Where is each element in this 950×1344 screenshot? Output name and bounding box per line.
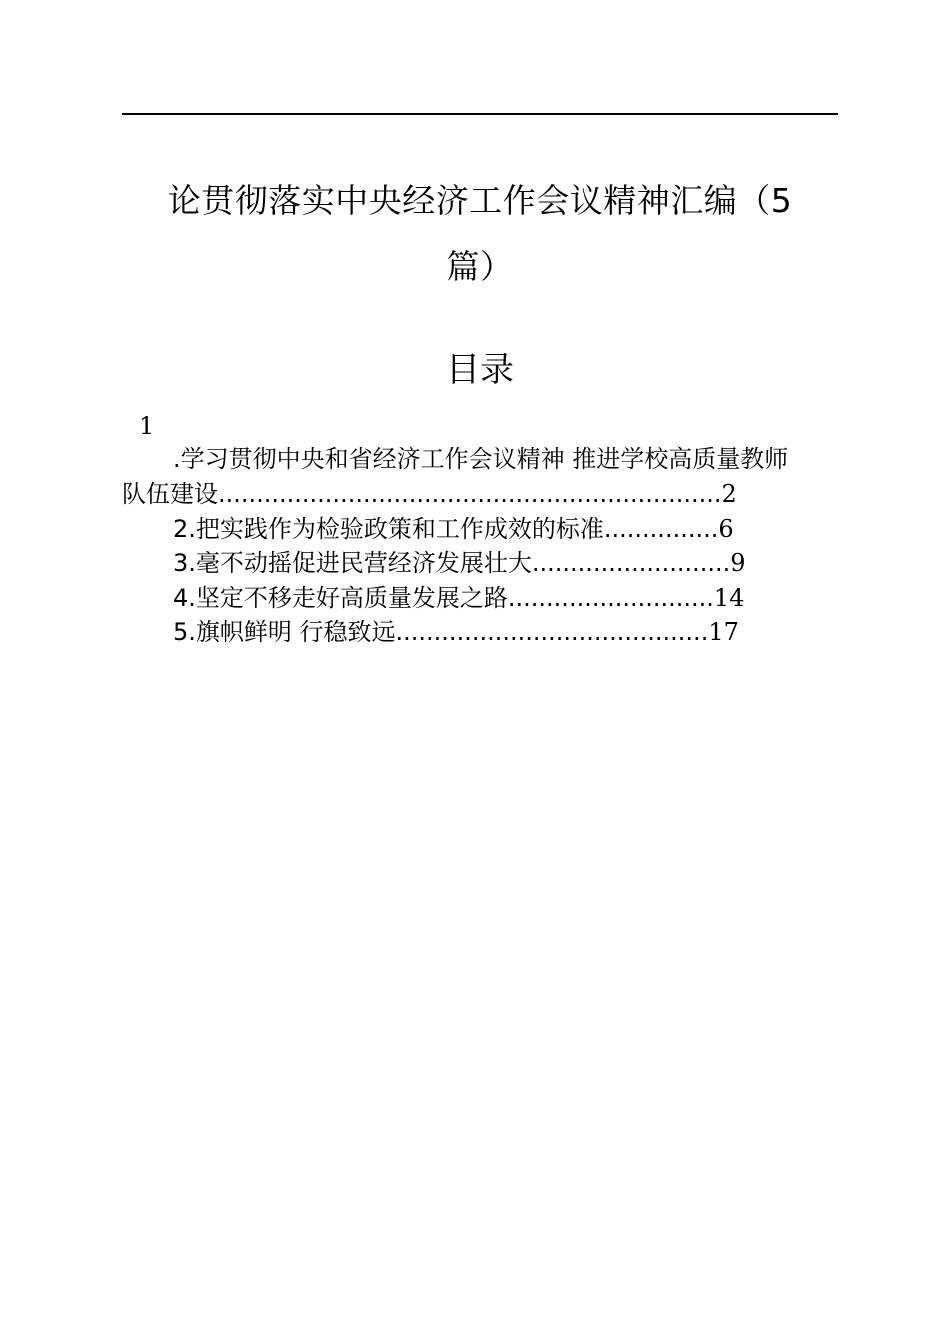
toc-entry-1-line-2[interactable] <box>122 477 737 512</box>
toc-page-number: 6 <box>718 515 734 543</box>
toc-heading: 目录 <box>446 350 514 390</box>
header-rule <box>122 113 838 115</box>
document-title <box>122 168 838 300</box>
toc-entry-2[interactable] <box>173 512 734 547</box>
title-line-2: 篇） <box>446 247 514 286</box>
toc-entry-1-title-continued: 队伍建设 <box>122 480 218 508</box>
toc-entry-1-line-1[interactable] <box>173 442 788 477</box>
toc-leader-dots: .......................... <box>531 549 731 577</box>
toc-leader-dots: ........................... <box>507 584 714 612</box>
toc-page-number: 9 <box>730 549 746 577</box>
toc-page-number: 14 <box>713 584 745 612</box>
toc-leader-dots: ............... <box>603 515 719 543</box>
title-line-1: 论贯彻落实中央经济工作会议精神汇编（5 <box>167 181 793 220</box>
toc-entry-title: 2.把实践作为检验政策和工作成效的标准 <box>173 515 604 543</box>
toc-entry-5[interactable] <box>173 615 739 650</box>
toc-leader-dots: .................................................................. <box>218 480 722 508</box>
toc-entry-title: 3.毫不动摇促进民营经济发展壮大 <box>173 549 532 577</box>
toc-entry-title: 5.旗帜鲜明 行稳致远 <box>173 618 396 646</box>
toc-entry-title: 4.坚定不移走好高质量发展之路 <box>173 584 508 612</box>
toc-entry-3[interactable] <box>173 546 746 581</box>
toc-page-number: 2 <box>721 480 737 508</box>
toc-leader-dots: ......................................... <box>395 618 709 646</box>
toc-entry-4[interactable] <box>173 581 744 616</box>
toc-page-number: 17 <box>708 618 739 646</box>
toc-entry-1-number: 1 <box>139 412 155 440</box>
toc-entry-1-title: .学习贯彻中央和省经济工作会议精神 推进学校高质量教师 <box>173 445 789 473</box>
